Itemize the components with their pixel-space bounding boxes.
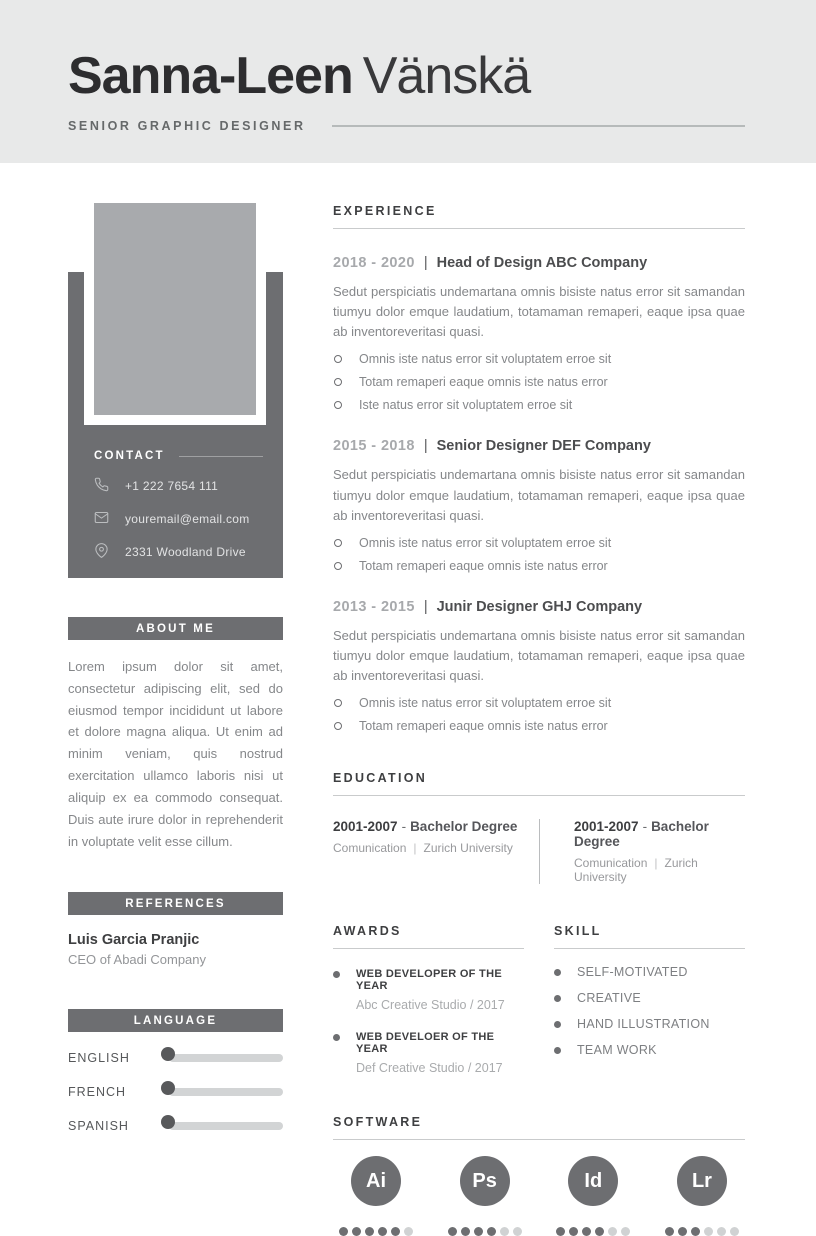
language-slider-english xyxy=(169,1054,283,1062)
slider-knob xyxy=(161,1115,175,1129)
job-bullet xyxy=(333,398,745,412)
circle-bullet-icon xyxy=(334,355,342,363)
dot-empty xyxy=(704,1227,713,1236)
experience-heading: EXPERIENCE xyxy=(333,204,745,229)
reference-name: Luis Garcia Pranjic xyxy=(68,932,200,949)
email-address: youremail@email.com xyxy=(125,512,250,526)
about-me-text: Lorem ipsum dolor sit amet, consectetur adipiscing elit, sed do eiusmod tempor incididunt ut labore et dolore magna aliqua. Ut enim ad minim veniam, quis nostrud exercitation ullamco laboris nisi ut aliquip ex ea commodo consequat. Duis aute irure dolor in reprehenderit in voluptate velit esse cillum. xyxy=(68,659,283,849)
separator: - xyxy=(401,819,407,835)
street-address: 2331 Woodland Drive xyxy=(125,545,246,559)
education-section xyxy=(333,771,745,884)
phone-icon xyxy=(94,477,109,495)
skill-label: HAND ILLUSTRATION xyxy=(577,1017,710,1032)
bullet-text: Totam remaperi eaque omnis iste natus error xyxy=(359,719,608,734)
software-indesign xyxy=(550,1156,636,1236)
rating-dots xyxy=(448,1227,522,1236)
dot-filled xyxy=(556,1227,565,1236)
language-row-spanish xyxy=(68,1119,283,1133)
education-heading: EDUCATION xyxy=(333,771,745,796)
dot-filled xyxy=(678,1227,687,1236)
job-bullet xyxy=(333,375,745,389)
job-bullet xyxy=(333,536,745,550)
award-title: WEB DEVELOER OF THE YEAR xyxy=(356,1031,495,1056)
contact-heading-line xyxy=(179,456,263,457)
job-description: Sedut perspiciatis undemartana omnis bisiste natus error sit samandan tiumyu dolor emque laudatium, totamaman remaperi, eaque ipsa quae ab inventoreveritasi quasi. xyxy=(333,284,745,340)
skill-entry xyxy=(554,965,745,979)
dot-filled xyxy=(665,1227,674,1236)
job-bullet xyxy=(333,559,745,573)
phone-row[interactable] xyxy=(94,477,263,495)
skill-heading: SKILL xyxy=(554,924,745,949)
rating-dots xyxy=(556,1227,630,1236)
dot-filled xyxy=(569,1227,578,1236)
dot-empty xyxy=(730,1227,739,1236)
awards-section xyxy=(333,924,524,1075)
job-description: Sedut perspiciatis undemartana omnis bisiste natus error sit samandan tiumyu dolor emque laudatium, totamaman remaperi, eaque ipsa quae ab inventoreveritasi quasi. xyxy=(333,627,745,684)
header xyxy=(0,0,816,163)
separator: - xyxy=(642,819,648,835)
dot-bullet-icon xyxy=(554,969,561,976)
contact-heading: CONTACT xyxy=(94,450,165,462)
job-title: Senior Designer DEF Company xyxy=(436,438,651,455)
skill-entry xyxy=(554,991,745,1005)
award-subtitle: Def Creative Studio / 2017 xyxy=(356,1061,503,1076)
photoshop-icon: Ps xyxy=(460,1156,510,1206)
separator: | xyxy=(423,598,428,615)
job-period: 2013 - 2015 xyxy=(333,598,415,615)
education-period: 2001-2007 xyxy=(333,819,398,835)
job-description: Sedut perspiciatis undemartana omnis bisiste natus error sit samandan tiumyu dolor emque laudatium, totamaman remaperi, eaque ipsa quae ab inventoreveritasi quasi. xyxy=(333,467,745,523)
language-list xyxy=(68,1051,283,1133)
job-bullet xyxy=(333,719,745,733)
rating-dots xyxy=(339,1227,413,1236)
education-degree: Bachelor Degree xyxy=(574,819,709,850)
experience-entry xyxy=(333,255,745,412)
slider-knob xyxy=(161,1047,175,1061)
education-field: Comunication xyxy=(574,856,648,871)
circle-bullet-icon xyxy=(334,539,342,547)
award-entry xyxy=(333,1031,524,1075)
job-title: Head of Design ABC Company xyxy=(436,255,648,271)
bullet-text: Omnis iste natus error sit voluptatem erroe sit xyxy=(359,696,612,711)
job-title: SENIOR GRAPHIC DESIGNER xyxy=(68,119,306,133)
dot-filled xyxy=(487,1227,496,1236)
dot-filled xyxy=(582,1227,591,1236)
skill-label: CREATIVE xyxy=(577,991,641,1006)
references-heading: REFERENCES xyxy=(125,897,226,910)
dot-filled xyxy=(378,1227,387,1236)
software-section xyxy=(333,1115,745,1236)
phone-number: +1 222 7654 111 xyxy=(125,479,219,493)
bullet-text: Omnis iste natus error sit voluptatem erroe sit xyxy=(359,352,612,367)
dot-empty xyxy=(513,1227,522,1236)
separator: | xyxy=(423,438,428,455)
skill-label: TEAM WORK xyxy=(577,1043,657,1058)
header-divider xyxy=(332,125,745,127)
awards-heading: AWARDS xyxy=(333,924,524,949)
language-row-english xyxy=(68,1051,283,1065)
dot-filled xyxy=(352,1227,361,1236)
job-period: 2018 - 2020 xyxy=(333,255,415,271)
language-row-french xyxy=(68,1085,283,1099)
dot-bullet-icon xyxy=(333,971,340,978)
separator: | xyxy=(413,841,417,856)
bullet-text: Totam remaperi eaque omnis iste natus error xyxy=(359,558,608,573)
dot-empty xyxy=(404,1227,413,1236)
dot-bullet-icon xyxy=(333,1034,340,1041)
software-heading: SOFTWARE xyxy=(333,1115,745,1140)
dot-filled xyxy=(391,1227,400,1236)
dot-empty xyxy=(717,1227,726,1236)
email-icon xyxy=(94,510,109,528)
education-field: Comunication xyxy=(333,841,407,856)
experience-entry xyxy=(333,438,745,572)
about-me-heading: ABOUT ME xyxy=(136,622,215,635)
separator: | xyxy=(423,255,428,271)
profile-block xyxy=(68,163,283,578)
skill-section xyxy=(554,924,745,1075)
person-name xyxy=(68,0,745,106)
dot-filled xyxy=(448,1227,457,1236)
circle-bullet-icon xyxy=(334,562,342,570)
last-name: Vänskä xyxy=(362,47,531,105)
award-entry xyxy=(333,968,524,1012)
job-title: Junir Designer GHJ Company xyxy=(436,598,643,615)
circle-bullet-icon xyxy=(334,699,342,707)
language-slider-spanish xyxy=(169,1122,283,1130)
job-period: 2015 - 2018 xyxy=(333,438,415,455)
skill-label: SELF-MOTIVATED xyxy=(577,965,688,980)
first-name: Sanna-Leen xyxy=(68,47,353,105)
illustrator-icon: Ai xyxy=(351,1156,401,1206)
dot-empty xyxy=(500,1227,509,1236)
language-heading: LANGUAGE xyxy=(133,1014,218,1027)
about-me-banner xyxy=(68,617,283,640)
sidebar xyxy=(68,163,283,1236)
award-title: WEB DEVELOPER OF THE YEAR xyxy=(356,968,502,993)
dot-empty xyxy=(621,1227,630,1236)
dot-empty xyxy=(608,1227,617,1236)
education-period: 2001-2007 xyxy=(574,819,639,835)
education-entry xyxy=(539,819,745,884)
circle-bullet-icon xyxy=(334,401,342,409)
job-bullet xyxy=(333,696,745,710)
lightroom-icon: Lr xyxy=(677,1156,727,1206)
software-photoshop xyxy=(442,1156,528,1236)
dot-filled xyxy=(474,1227,483,1236)
address-row xyxy=(94,543,263,561)
profile-photo-placeholder xyxy=(84,193,266,425)
dot-filled xyxy=(365,1227,374,1236)
job-bullet xyxy=(333,352,745,366)
education-school: Zurich University xyxy=(423,841,513,856)
language-label: FRENCH xyxy=(68,1085,127,1100)
location-pin-icon xyxy=(94,543,109,561)
dot-filled xyxy=(339,1227,348,1236)
language-label: SPANISH xyxy=(68,1119,129,1134)
education-entry xyxy=(333,819,539,884)
references-banner xyxy=(68,892,283,915)
dot-bullet-icon xyxy=(554,1021,561,1028)
dot-filled xyxy=(595,1227,604,1236)
education-school: Zurich University xyxy=(574,856,698,885)
separator: | xyxy=(654,856,658,871)
bullet-text: Omnis iste natus error sit voluptatem erroe sit xyxy=(359,535,612,550)
main-content xyxy=(333,163,745,1236)
skill-entry xyxy=(554,1017,745,1031)
language-slider-french xyxy=(169,1088,283,1096)
dot-filled xyxy=(691,1227,700,1236)
indesign-icon: Id xyxy=(568,1156,618,1206)
bullet-text: Iste natus error sit voluptatem erroe sit xyxy=(359,398,573,413)
skill-entry xyxy=(554,1043,745,1057)
circle-bullet-icon xyxy=(334,722,342,730)
dot-bullet-icon xyxy=(554,1047,561,1054)
experience-entry xyxy=(333,599,745,733)
slider-knob xyxy=(161,1081,175,1095)
software-lightroom xyxy=(659,1156,745,1236)
rating-dots xyxy=(665,1227,739,1236)
reference-title: CEO of Abadi Company xyxy=(68,952,207,968)
dot-filled xyxy=(461,1227,470,1236)
bullet-text: Totam remaperi eaque omnis iste natus error xyxy=(359,375,608,390)
award-subtitle: Abc Creative Studio / 2017 xyxy=(356,998,505,1013)
email-row[interactable] xyxy=(94,510,263,528)
education-degree: Bachelor Degree xyxy=(410,819,518,835)
software-illustrator xyxy=(333,1156,419,1236)
language-label: ENGLISH xyxy=(68,1051,130,1066)
dot-bullet-icon xyxy=(554,995,561,1002)
language-banner xyxy=(68,1009,283,1032)
contact-section xyxy=(94,450,263,561)
circle-bullet-icon xyxy=(334,378,342,386)
